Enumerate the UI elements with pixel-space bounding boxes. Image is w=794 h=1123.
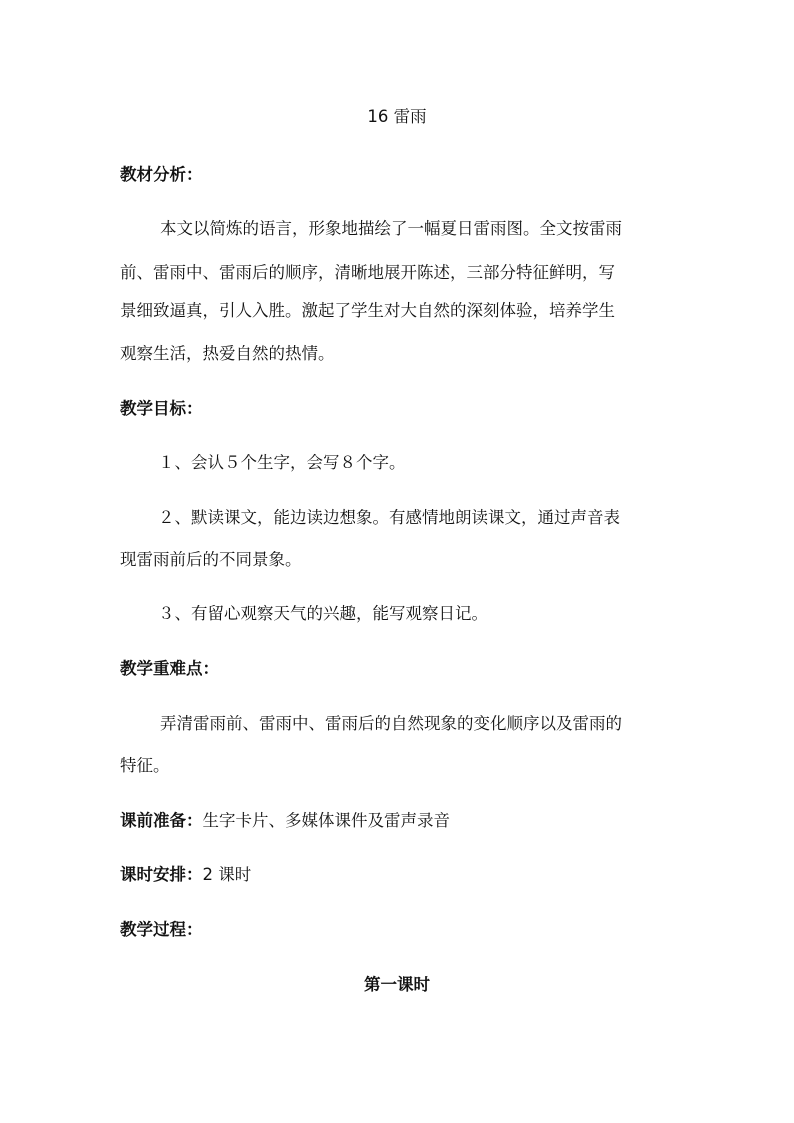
- schedule-line: [120, 865, 680, 885]
- goal-item-2-continued: 现雷雨前后的不同景象。: [120, 550, 302, 569]
- schedule-value: 2 课时: [202, 865, 252, 884]
- prep-line: [120, 811, 680, 831]
- schedule-label: 课时安排：: [120, 865, 203, 884]
- goal-item-1: １、会认５个生字，会写８个字。: [158, 453, 406, 472]
- analysis-heading: 教材分析：: [120, 165, 203, 184]
- goal-item-2: ２、默读课文，能边读边想象。有感情地朗读课文，通过声音表: [158, 508, 620, 527]
- focus-line: 弄清雷雨前、雷雨中、雷雨后的自然现象的变化顺序以及雷雨的: [160, 714, 622, 733]
- analysis-line: 观察生活，热爱自然的热情。: [120, 344, 335, 363]
- goals-heading: 教学目标：: [120, 399, 203, 418]
- analysis-line: 景细致逼真，引人入胜。激起了学生对大自然的深刻体验，培养学生: [120, 301, 615, 320]
- analysis-line: 本文以简炼的语言，形象地描绘了一幅夏日雷雨图。全文按雷雨: [160, 219, 622, 238]
- focus-line: 特征。: [120, 756, 170, 775]
- prep-value: 生字卡片、多媒体课件及雷声录音: [202, 811, 450, 830]
- lesson-heading: 第一课时: [364, 975, 430, 994]
- prep-label: 课前准备：: [120, 811, 203, 830]
- document-title: 16 雷雨: [367, 107, 427, 126]
- focus-heading: 教学重难点：: [120, 659, 219, 678]
- process-heading: 教学过程：: [120, 920, 203, 939]
- analysis-line: 前、雷雨中、雷雨后的顺序，清晰地展开陈述，三部分特征鲜明，写: [120, 263, 615, 282]
- goal-item-3: ３、有留心观察天气的兴趣，能写观察日记。: [158, 604, 488, 623]
